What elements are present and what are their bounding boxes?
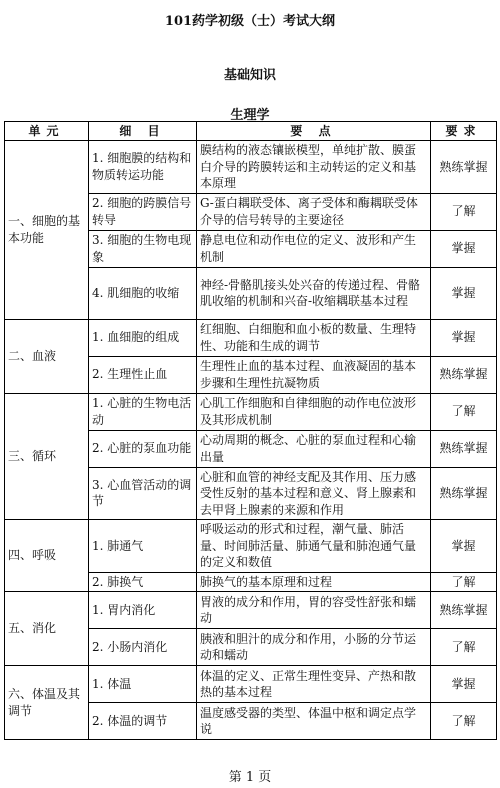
table-row [5,393,497,430]
item-cell: 1. 血细胞的组成 [89,319,197,356]
requirement-cell: 了解 [431,703,497,740]
points-cell: 红细胞、白细胞和血小板的数量、生理特性、功能和生成的调节 [197,319,431,356]
item-cell: 1. 胃内消化 [89,592,197,629]
item-cell: 2. 生理性止血 [89,356,197,393]
subject-title: 生理学 [230,108,270,123]
points-cell: 心脏和血管的神经支配及其作用、压力感受性反射的基本过程和意义、肾上腺素和去甲肾上腺素的来源和作用 [197,467,431,520]
points-cell: 胰液和胆汁的成分和作用，小肠的分节运动和蠕动 [197,629,431,666]
unit-cell: 五、消化 [5,592,89,666]
points-cell: 肺换气的基本原理和过程 [197,572,431,592]
points-cell: 呼吸运动的形式和过程，潮气量、肺活量、时间肺活量、肺通气量和肺泡通气量的定义和数值 [197,520,431,573]
requirement-cell: 熟练掌握 [431,141,497,194]
document-title: 101药学初级（士）考试大纲 [164,14,336,29]
header-requirement: 要求 [431,122,497,141]
item-cell: 2. 肺换气 [89,572,197,592]
points-cell: 体温的定义、正常生理性变异、产热和散热的基本过程 [197,666,431,703]
item-cell: 1. 肺通气 [89,520,197,573]
item-cell: 2. 体温的调节 [89,703,197,740]
requirement-cell: 熟练掌握 [431,467,497,520]
points-cell: G-蛋白耦联受体、离子受体和酶耦联受体介导的信号转导的主要途径 [197,193,431,230]
section-title: 基础知识 [223,68,276,83]
header-unit: 单元 [5,122,89,141]
item-cell: 3. 细胞的生物电现象 [89,230,197,267]
points-cell: 生理性止血的基本过程、血液凝固的基本步骤和生理性抗凝物质 [197,356,431,393]
page-number: 第 1 页 [228,770,272,785]
item-cell: 1. 细胞膜的结构和物质转运功能 [89,141,197,194]
header-points: 要 点 [197,122,431,141]
requirement-cell: 熟练掌握 [431,430,497,467]
item-cell: 4. 肌细胞的收缩 [89,267,197,319]
syllabus-table [4,121,497,740]
requirement-cell: 了解 [431,629,497,666]
header-item: 细 目 [89,122,197,141]
item-cell: 2. 细胞的跨膜信号转导 [89,193,197,230]
unit-cell: 二、血液 [5,319,89,393]
requirement-cell: 掌握 [431,666,497,703]
points-cell: 心肌工作细胞和自律细胞的动作电位波形及其形成机制 [197,393,431,430]
requirement-cell: 掌握 [431,267,497,319]
points-cell: 膜结构的液态镶嵌模型，单纯扩散、膜蛋白介导的跨膜转运和主动转运的定义和基本原理 [197,141,431,194]
requirement-cell: 熟练掌握 [431,592,497,629]
requirement-cell: 了解 [431,572,497,592]
table-row [5,141,497,194]
requirement-cell: 熟练掌握 [431,356,497,393]
points-cell: 神经-骨骼肌接头处兴奋的传递过程、骨骼肌收缩的机制和兴奋-收缩耦联基本过程 [197,267,431,319]
table-header-row [5,122,497,141]
item-cell: 1. 心脏的生物电活动 [89,393,197,430]
unit-cell: 三、循环 [5,393,89,520]
unit-cell: 六、体温及其调节 [5,666,89,740]
unit-cell: 四、呼吸 [5,520,89,592]
requirement-cell: 掌握 [431,319,497,356]
points-cell: 温度感受器的类型、体温中枢和调定点学说 [197,703,431,740]
table-row [5,592,497,629]
points-cell: 心动周期的概念、心脏的泵血过程和心输出量 [197,430,431,467]
item-cell: 3. 心血管活动的调节 [89,467,197,520]
requirement-cell: 掌握 [431,230,497,267]
item-cell: 2. 小肠内消化 [89,629,197,666]
unit-cell: 一、细胞的基本功能 [5,141,89,320]
table-row [5,520,497,573]
requirement-cell: 了解 [431,193,497,230]
table-row [5,666,497,703]
requirement-cell: 了解 [431,393,497,430]
item-cell: 1. 体温 [89,666,197,703]
points-cell: 静息电位和动作电位的定义、波形和产生机制 [197,230,431,267]
points-cell: 胃液的成分和作用，胃的容受性舒张和蠕动 [197,592,431,629]
requirement-cell: 掌握 [431,520,497,573]
item-cell: 2. 心脏的泵血功能 [89,430,197,467]
table-row [5,319,497,356]
